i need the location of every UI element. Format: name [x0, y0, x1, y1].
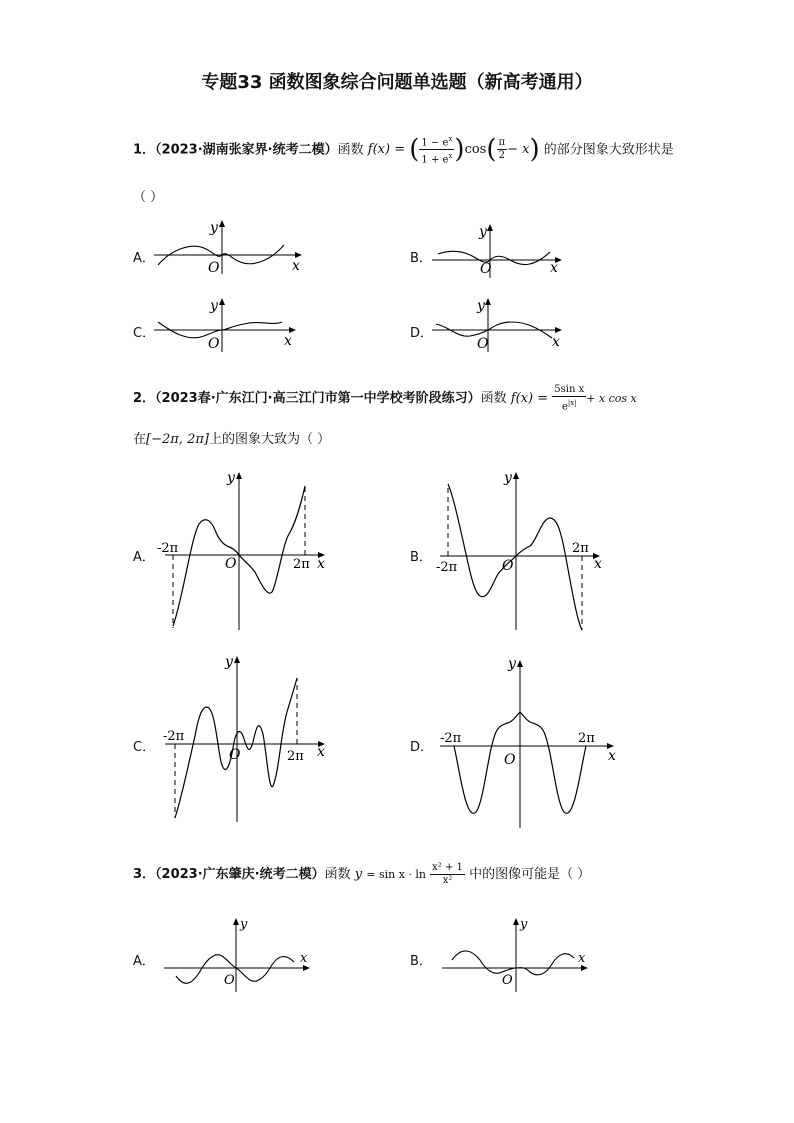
- option-b-label[interactable]: B．: [410, 954, 432, 969]
- neg-2pi-label: -2π: [157, 541, 179, 556]
- axis-y-label: y: [225, 654, 233, 670]
- q1-graph-d[interactable]: [430, 296, 570, 356]
- option-b-label[interactable]: B．: [410, 251, 432, 266]
- origin-label: O: [480, 261, 492, 277]
- question-source: （2023春·广东江门·高三江门市第一中学校考阶段练习）: [155, 391, 481, 407]
- origin-label: O: [229, 747, 241, 763]
- option-a-label[interactable]: A．: [133, 550, 155, 565]
- question-tail: 中的图像可能是（ ）: [469, 867, 591, 882]
- q2-graph-d[interactable]: [430, 652, 620, 832]
- function-formula: f(x) = ( $\frac{1 - e^x}{1 + e^x}$ )cos( $\frac{\pi}{2}$ − x): [367, 134, 540, 166]
- question-3: [133, 862, 590, 887]
- page-title: 专题33 函数图象综合问题单选题（新高考通用）: [201, 72, 593, 93]
- axis-x-label: x: [594, 556, 602, 572]
- neg-2pi-label: -2π: [163, 729, 185, 744]
- origin-label: O: [504, 752, 516, 768]
- question-lead: 函数: [324, 867, 351, 882]
- q1-graph-b[interactable]: [430, 222, 570, 282]
- axis-y-label: y: [210, 220, 218, 236]
- axis-y-label: y: [227, 470, 235, 486]
- option-d-label[interactable]: D．: [410, 326, 434, 341]
- function-formula: y = sin x · ln $\frac{\text{x² + 1}}{\text{x²}}$: [354, 862, 463, 886]
- axis-x-label: x: [578, 951, 586, 966]
- axis-x-label: x: [292, 258, 300, 274]
- axis-y-label: y: [508, 656, 516, 672]
- pos-2pi-label: 2π: [578, 731, 595, 746]
- axis-y-label: y: [210, 298, 218, 314]
- origin-label: O: [224, 973, 235, 988]
- option-c-label[interactable]: C．: [133, 326, 156, 341]
- question-number: 3．: [133, 867, 156, 882]
- axis-x-label: x: [552, 334, 560, 350]
- axis-y-label: y: [479, 224, 487, 240]
- origin-label: O: [502, 558, 514, 574]
- neg-2pi-label: -2π: [436, 560, 458, 575]
- origin-label: O: [208, 336, 220, 352]
- q3-graph-a[interactable]: [160, 914, 320, 994]
- q2-graph-c[interactable]: [155, 652, 335, 824]
- axis-x-label: x: [317, 744, 325, 760]
- question-source: （2023·广东肇庆·统考二模）: [155, 867, 325, 882]
- axis-x-label: x: [317, 556, 325, 572]
- q1-graph-a[interactable]: [152, 218, 312, 278]
- axis-y-label: y: [520, 917, 528, 932]
- axis-x-label: x: [284, 333, 292, 349]
- pos-2pi-label: 2π: [293, 557, 310, 572]
- q2-graph-b[interactable]: [430, 468, 610, 633]
- q1-graph-c[interactable]: [152, 296, 302, 356]
- question-source: （2023·湖南张家界·统考二模）: [155, 142, 338, 158]
- option-b-label[interactable]: B．: [410, 550, 432, 565]
- q3-graph-b[interactable]: [438, 914, 598, 994]
- q2-graph-a[interactable]: [155, 468, 335, 633]
- question-number: 2．: [133, 391, 156, 407]
- question-1: [133, 133, 674, 167]
- option-d-label[interactable]: D．: [410, 740, 434, 755]
- axis-y-label: y: [477, 298, 485, 314]
- neg-2pi-label: -2π: [440, 731, 462, 746]
- origin-label: O: [225, 556, 237, 572]
- axis-x-label: x: [300, 951, 308, 966]
- pos-2pi-label: 2π: [287, 749, 304, 764]
- axis-y-label: y: [240, 917, 248, 932]
- origin-label: O: [208, 260, 220, 276]
- axis-y-label: y: [504, 470, 512, 486]
- pos-2pi-label: 2π: [572, 541, 589, 556]
- axis-x-label: x: [550, 260, 558, 276]
- answer-blank: （ ）: [133, 190, 164, 205]
- option-c-label[interactable]: C．: [133, 740, 156, 755]
- question-number: 1．: [133, 142, 156, 158]
- option-a-label[interactable]: A．: [133, 954, 155, 969]
- origin-label: O: [502, 973, 513, 988]
- axis-x-label: x: [608, 748, 616, 764]
- question-2: [133, 384, 637, 413]
- function-formula: f(x) = $\frac{\text{5sin x}}{e^{|x|}}$ + x cos x: [510, 384, 637, 413]
- question-2-line2: 在[−2π, 2π]上的图象大致为（ ）: [133, 432, 331, 447]
- origin-label: O: [477, 336, 489, 352]
- question-lead: 函数: [337, 142, 364, 158]
- question-lead: 函数: [480, 391, 507, 407]
- option-a-label[interactable]: A．: [133, 251, 155, 266]
- question-tail: 的部分图象大致形状是: [543, 142, 674, 158]
